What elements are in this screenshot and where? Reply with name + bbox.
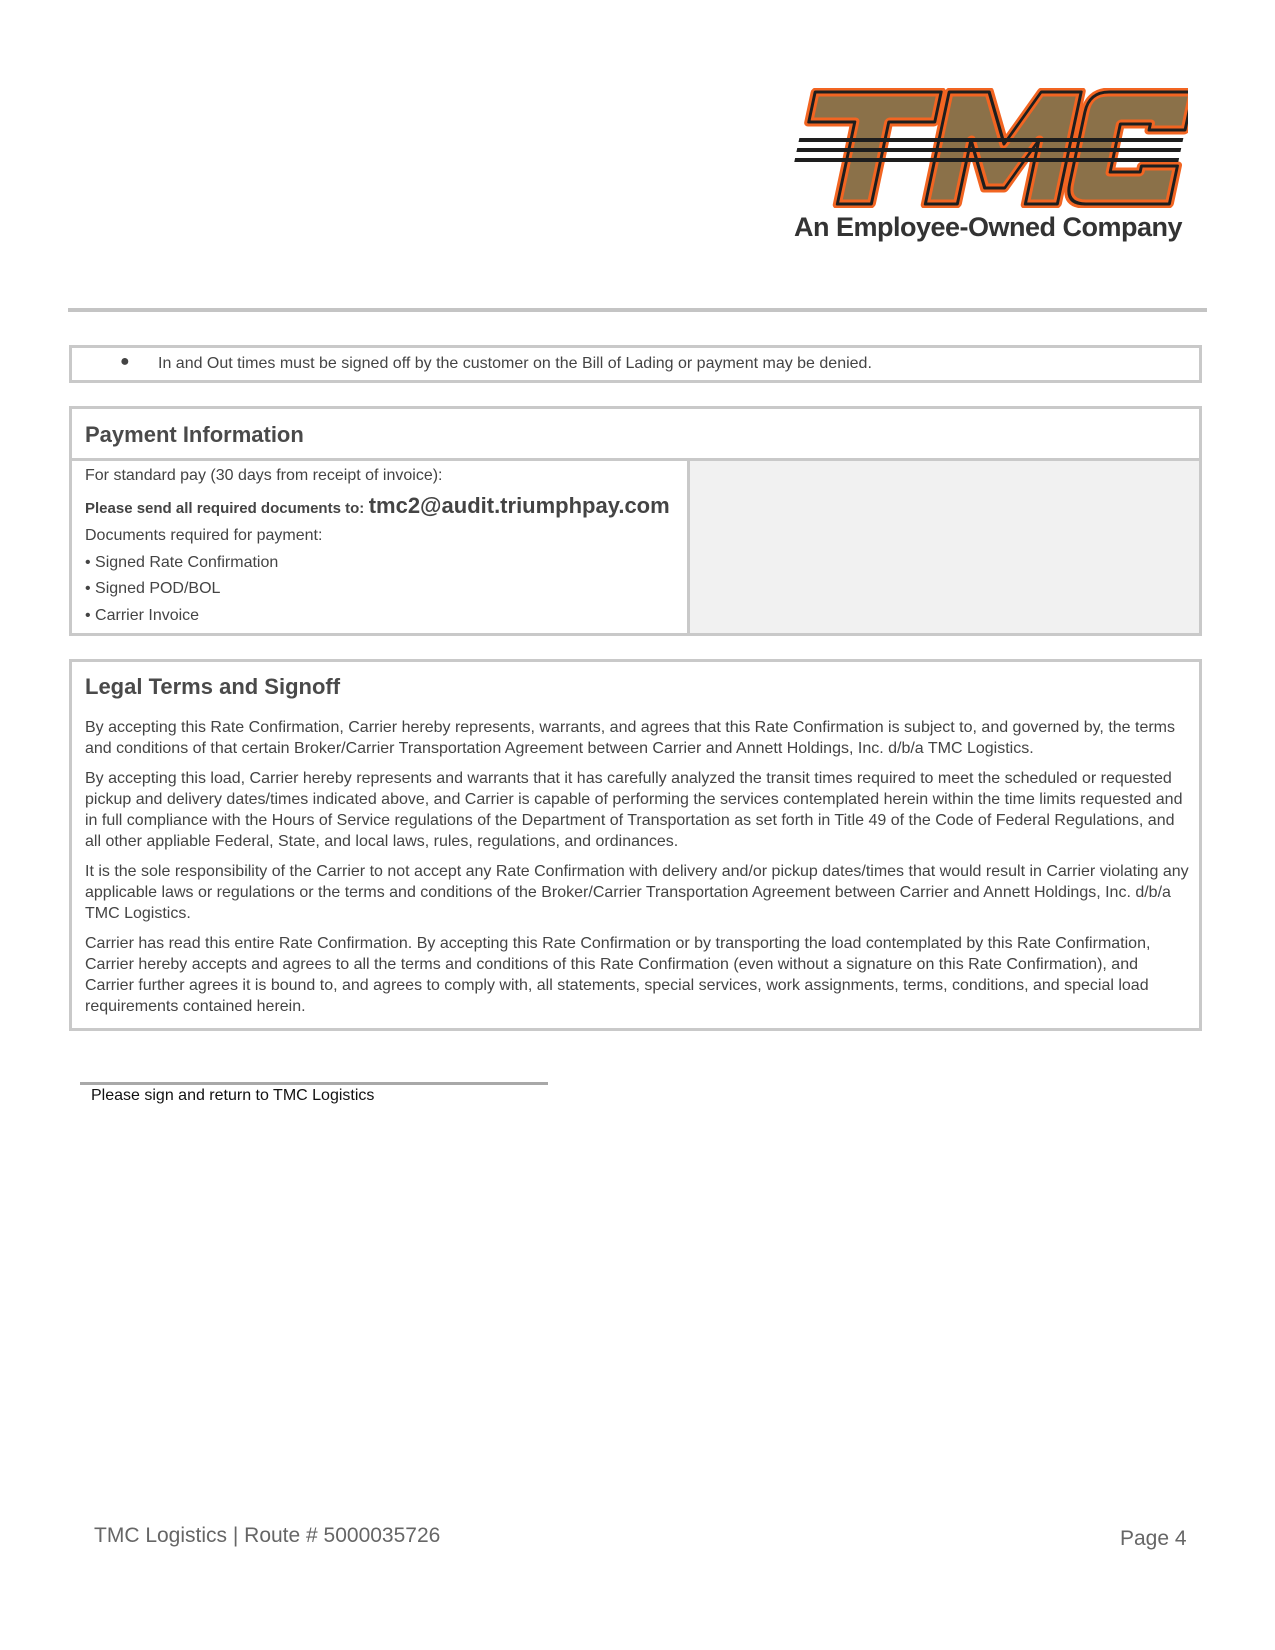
payment-title: Payment Information <box>85 422 304 447</box>
legal-title: Legal Terms and Signoff <box>85 674 341 699</box>
legal-terms-section <box>69 659 1202 1031</box>
signature-line[interactable] <box>80 1082 548 1085</box>
legal-paragraph: Carrier has read this entire Rate Confirmation. By accepting this Rate Confirmation or by transporting the load contemplated by this Rate Confirmation, Carrier hereby accepts and agrees to all the terms and conditions of this Rate Confirmation (even without a signature on this Rate Confirmation), and Carrier further agrees it is bound to, and agrees to comply with, all statements, special services, work assignments, terms, conditions, and special load requirements contained herein. <box>85 935 1151 1015</box>
standard-pay-text: For standard pay (30 days from receipt of invoice): <box>85 467 443 484</box>
documents-required-label: Documents required for payment: <box>85 527 323 544</box>
payment-blank-panel <box>690 461 1199 633</box>
payment-details <box>72 461 687 633</box>
legal-paragraph: It is the sole responsibility of the Carrier to not accept any Rate Confirmation with delivery and/or pickup dates/times that would result in Carrier violating any applicable laws or regulations or the terms and conditions of the Broker/Carrier Transportation Agreement between Carrier and Annett Holdings, Inc. d/b/a TMC Logistics. <box>85 863 1189 922</box>
signature-instruction: Please sign and return to TMC Logistics <box>91 1087 375 1104</box>
notice-box <box>69 345 1202 383</box>
documents-email[interactable]: tmc2@audit.triumphpay.com <box>368 493 670 518</box>
legal-paragraph: By accepting this Rate Confirmation, Carrier hereby represents, warrants, and agrees that this Rate Confirmation is subject to, and governed by, the terms and conditions of that certain Broker/Carrier Transportation Agreement between Carrier and Annett Holdings, Inc. d/b/a TMC Logistics. <box>85 719 1176 757</box>
bullet-icon: ● <box>120 353 130 370</box>
legal-paragraph: By accepting this load, Carrier hereby represents and warrants that it has carefully analyzed the transit times required to meet the scheduled or requested pickup and delivery dates/times indicated above, and Carrier is capable of performing the services contemplated herein within the time limits requested and in full compliance with the Hours of Service regulations of the Department of Transportation as set forth in Title 49 of the Code of Federal Regulations, and all other appliable Federal, State, and local laws, rules, regulations, and ordinances. <box>85 770 1183 850</box>
send-documents-line <box>85 493 670 519</box>
notice-text: In and Out times must be signed off by the customer on the Bill of Lading or payment may be denied. <box>158 355 872 372</box>
required-doc-item: • Carrier Invoice <box>85 607 200 624</box>
send-documents-label: Please send all required documents to: <box>85 500 365 517</box>
payment-information-section <box>69 406 1202 636</box>
required-doc-item: • Signed Rate Confirmation <box>85 554 279 571</box>
page-number: Page 4 <box>1120 1527 1187 1550</box>
legal-paragraphs <box>85 717 1189 1026</box>
tmc-logo-mark <box>788 88 1188 208</box>
header-divider <box>68 308 1207 312</box>
required-doc-item: • Signed POD/BOL <box>85 580 221 597</box>
logo-tagline: An Employee-Owned Company <box>793 212 1183 242</box>
company-logo <box>788 88 1188 248</box>
footer-route: TMC Logistics | Route # 5000035726 <box>94 1524 441 1547</box>
